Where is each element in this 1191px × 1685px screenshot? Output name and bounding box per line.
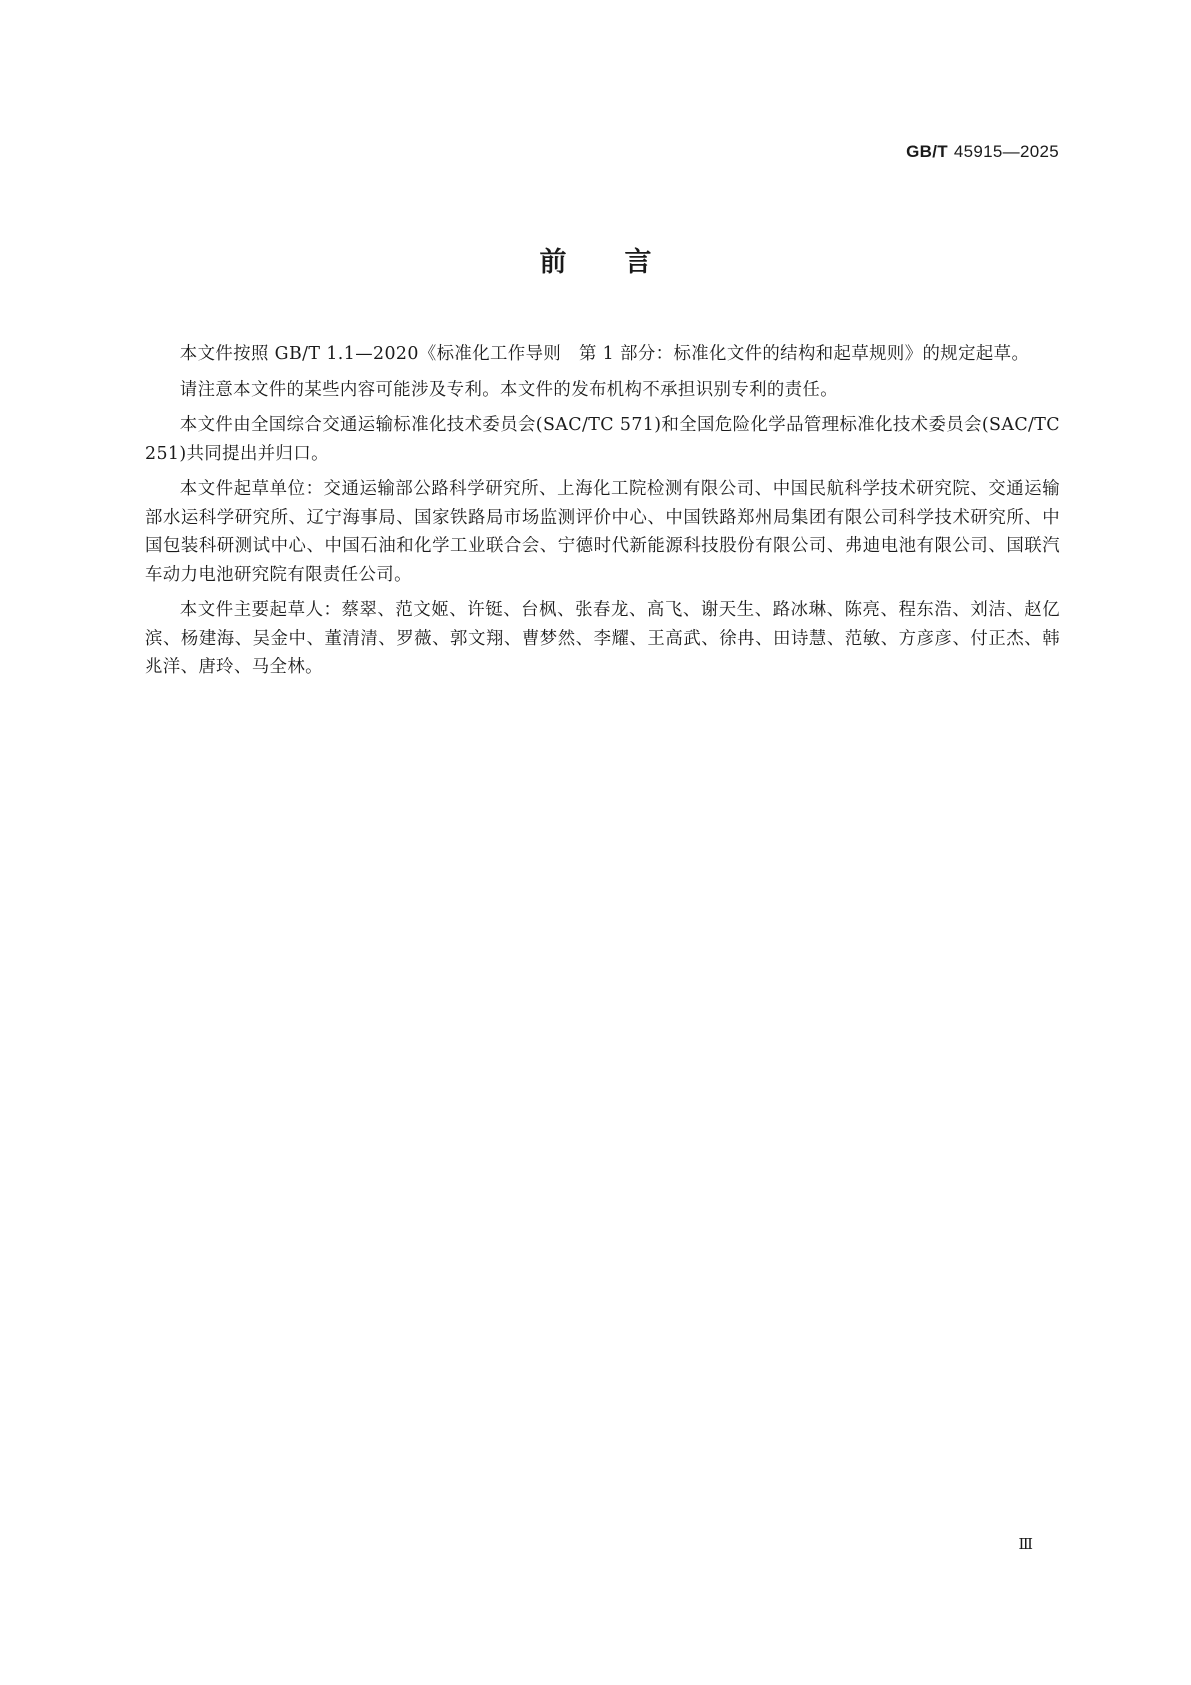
paragraph-drafting-rules: 本文件按照 GB/T 1.1—2020《标准化工作导则 第 1 部分：标准化文件的结构和起草规则》的规定起草。 [179,344,1030,364]
paragraph-proposer: 本文件由全国综合交通运输标准化技术委员会(SAC/TC 571)和全国危险化学品管理标准化技术委员会(SAC/TC 251)共同提出并归口。 [145,415,1060,464]
standard-prefix: GB/T [906,142,948,161]
paragraph-drafting-units: 本文件起草单位：交通运输部公路科学研究所、上海化工院检测有限公司、中国民航科学技术研究院、交通运输部水运科学研究所、辽宁海事局、国家铁路局市场监测评价中心、中国铁路郑州局集团有限公司科学技术研究所、中国包装科研测试中心、中国石油和化学工业联合会、宁德时代新能源科技股份有限公司、弗迪电池有限公司、国联汽车动力电池研究院有限责任公司。 [145,479,1060,585]
standard-code-header [906,142,1059,162]
foreword-body [145,340,1060,689]
paragraph-drafters: 本文件主要起草人：蔡翠、范文姬、许铤、台枫、张春龙、高飞、谢天生、路冰琳、陈亮、程东浩、刘洁、赵亿滨、杨建海、吴金中、董清清、罗薇、郭文翔、曹梦然、李耀、王高武、徐冉、田诗慧、范敏、方彦彦、付正杰、韩兆洋、唐玲、马全林。 [145,600,1060,677]
page-title: 前言 [539,247,710,278]
paragraph-patent-notice: 请注意本文件的某些内容可能涉及专利。本文件的发布机构不承担识别专利的责任。 [179,379,839,400]
page-number: Ⅲ [1018,1535,1033,1553]
standard-number: 45915—2025 [953,142,1059,161]
